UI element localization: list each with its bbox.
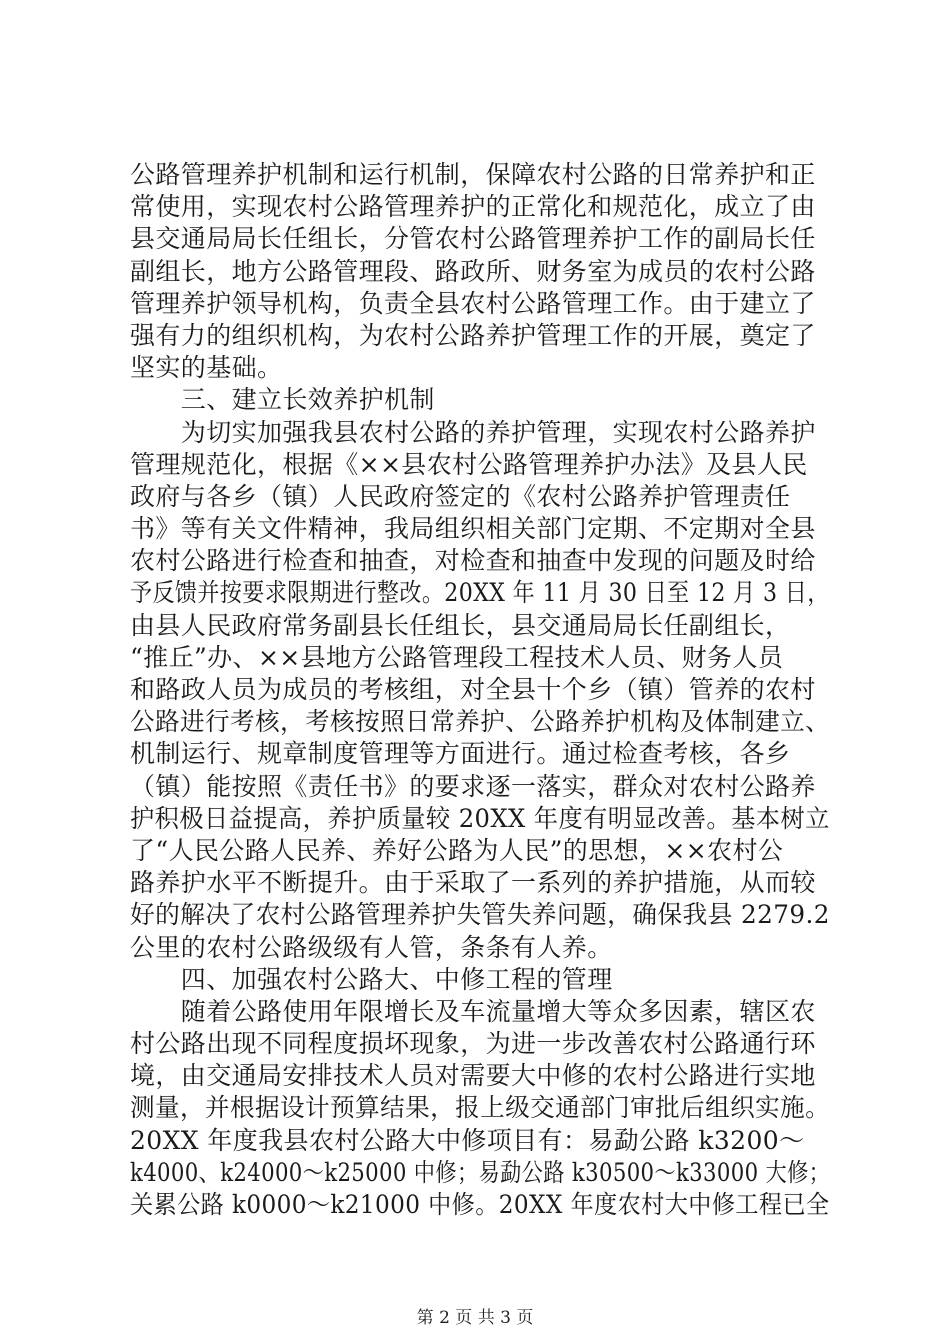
text-line: 管理养护领导机构，负责全县农村公路管理工作。由于建立了: [130, 288, 816, 318]
text-line: 农村公路进行检查和抽查，对检查和抽查中发现的问题及时给: [130, 546, 816, 576]
text-line: 政府与各乡（镇）人民政府签定的《农村公路养护管理责任: [130, 481, 791, 511]
text-line: 护积极日益提高，养护质量较 20XX 年度有明显改善。基本树立: [130, 803, 830, 833]
text-line: 了“人民公路人民养、养好公路为人民”的思想，××农村公: [130, 835, 784, 865]
text-line: 县交通局局长任组长，分管农村公路管理养护工作的副局长任: [130, 224, 816, 254]
text-line: 路养护水平不断提升。由于采取了一系列的养护措施，从而较: [130, 868, 816, 898]
text-line: 20XX 年度我县农村公路大中修项目有：易勐公路 k3200～: [130, 1125, 805, 1155]
text-line: 四、加强农村公路大、中修工程的管理: [130, 964, 613, 994]
text-line: 书》等有关文件精神，我局组织相关部门定期、不定期对全县: [130, 514, 816, 544]
text-line: 管理规范化，根据《××县农村公路管理养护办法》及县人民: [130, 449, 808, 479]
text-line: 境，由交通局安排技术人员对需要大中修的农村公路进行实地: [130, 1061, 816, 1091]
text-line: 坚实的基础。: [130, 353, 283, 383]
text-line: （镇）能按照《责任书》的要求逐一落实，群众对农村公路养: [130, 771, 816, 801]
text-line: 村公路出现不同程度损坏现象，为进一步改善农村公路通行环: [130, 1029, 816, 1059]
text-line: 公路进行考核，考核按照日常养护、公路养护机构及体制建立、: [130, 707, 831, 737]
text-line: 关累公路 k0000～k21000 中修。20XX 年度农村大中修工程已全: [130, 1190, 830, 1219]
text-line: 随着公路使用年限增长及车流量增大等众多因素，辖区农: [130, 996, 816, 1026]
text-line: 公路管理养护机制和运行机制，保障农村公路的日常养护和正: [130, 160, 816, 189]
text-line: 和路政人员为成员的考核组，对全县十个乡（镇）管养的农村: [130, 675, 816, 704]
text-line: 予反馈并按要求限期进行整改。20XX 年 11 月 30 日至 12 月 3 日，: [130, 578, 830, 608]
text-line: 常使用，实现农村公路管理养护的正常化和规范化，成立了由: [130, 192, 816, 222]
text-line: 三、建立长效养护机制: [130, 385, 435, 415]
text-line: 测量，并根据设计预算结果，报上级交通部门审批后组织实施。: [130, 1093, 831, 1123]
text-line: 为切实加强我县农村公路的养护管理，实现农村公路养护: [130, 417, 816, 447]
text-line: 强有力的组织机构，为农村公路养护管理工作的开展，奠定了: [130, 320, 816, 350]
page-footer: 第 2 页 共 3 页: [416, 1308, 534, 1328]
text-line: k4000、k24000～k25000 中修；易勐公路 k30500～k33000 大修；: [130, 1157, 831, 1187]
text-line: 由县人民政府常务副县长任组长，县交通局局长任副组长，: [130, 610, 791, 640]
text-line: 副组长，地方公路管理段、路政所、财务室为成员的农村公路: [130, 256, 816, 286]
text-line: 公里的农村公路级级有人管，条条有人养。: [130, 932, 613, 962]
text-line: “推丘”办、××县地方公路管理段工程技术人员、财务人员: [130, 642, 784, 672]
text-line: 机制运行、规章制度管理等方面进行。通过检查考核，各乡: [130, 739, 791, 769]
body-text: [130, 159, 830, 1221]
text-line: 好的解决了农村公路管理养护失管失养问题，确保我县 2279.2: [130, 900, 830, 930]
